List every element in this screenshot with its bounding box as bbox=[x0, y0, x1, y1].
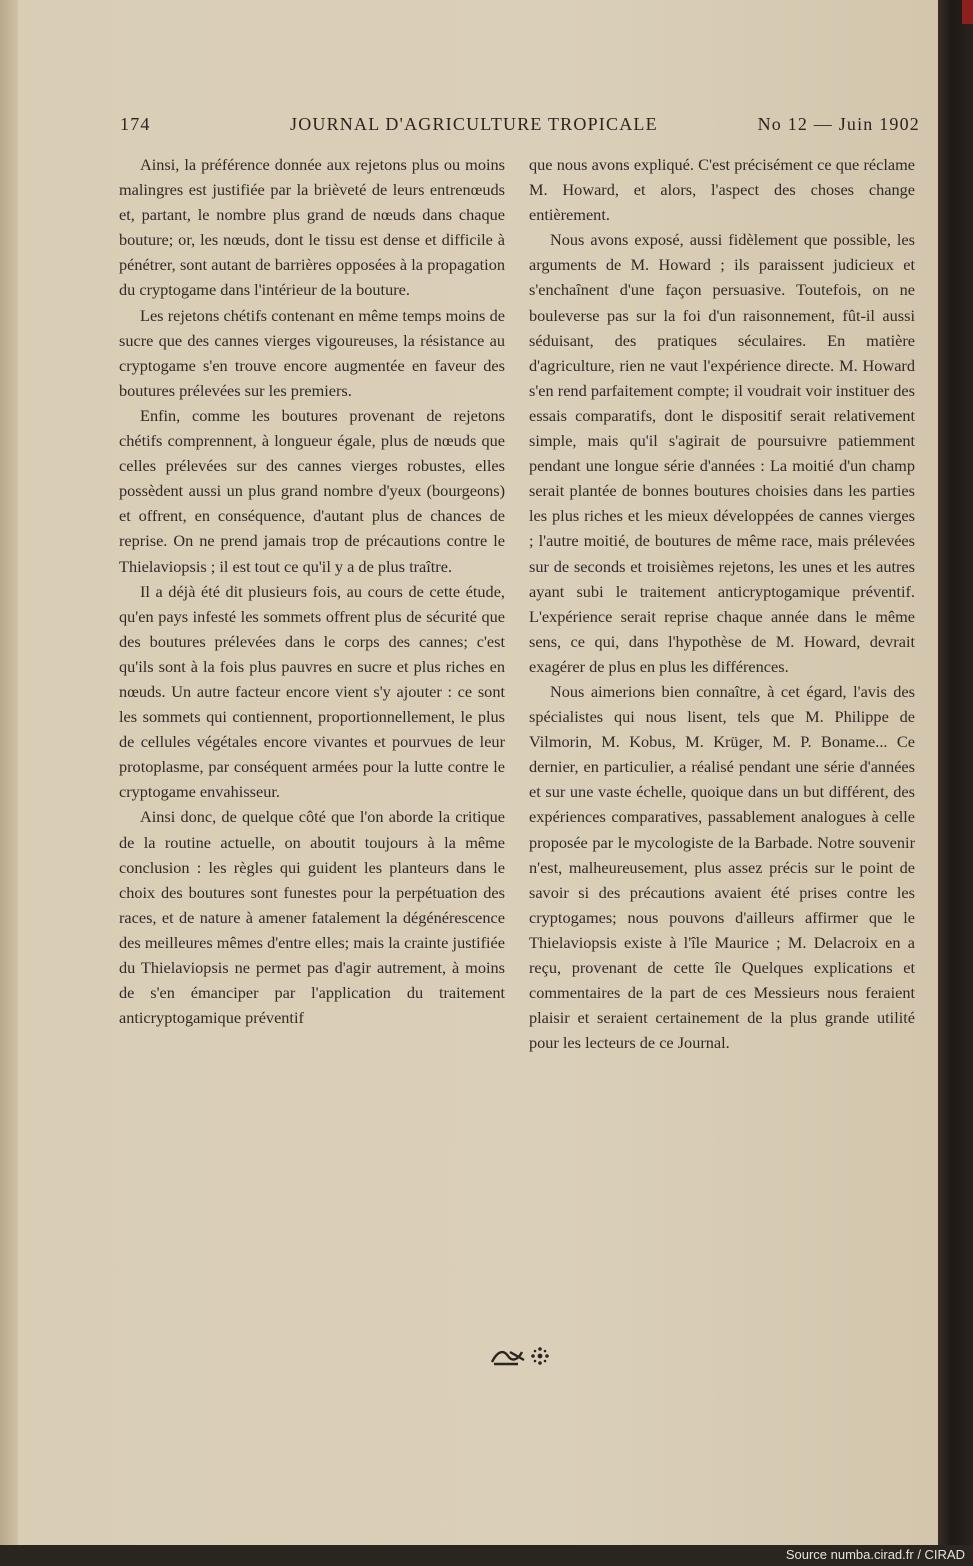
book-binding bbox=[938, 0, 973, 1545]
running-header bbox=[120, 114, 920, 142]
paragraph: Ainsi donc, de quelque côté que l'on aborde la critique de la routine actuelle, on aboutit toujours à la même conclusion : les règles qui guident les planteurs dans le choix des boutures sont funestes pour la perpétuation des races, et de nature à amener fatalement la dégénérescence des meilleures mêmes d'entre elles; mais la crainte justifiée du Thielaviopsis ne permet pas d'agir autrement, à moins de s'en émanciper par l'application du traitement anticryptogamique préventif bbox=[119, 807, 505, 1028]
end-ornament-icon bbox=[488, 1340, 558, 1370]
right-column bbox=[529, 152, 915, 1055]
page-edge bbox=[0, 0, 18, 1545]
paragraph: que nous avons expliqué. C'est précisément ce que réclame M. Howard, et alors, l'aspect des choses change entièrement. bbox=[529, 155, 915, 225]
source-credit: Source numba.cirad.fr / CIRAD bbox=[785, 1547, 965, 1562]
issue-date: No 12 — Juin 1902 bbox=[757, 114, 920, 134]
paragraph: Il a déjà été dit plusieurs fois, au cours de cette étude, qu'en pays infesté les sommets offrent plus de sécurité que des boutures prélevées dans le corps des cannes; c'est qu'ils sont à la fois plus pauvres en sucre et plus riches en nœuds. Un autre facteur encore vient s'y ajouter : ce sont les sommets qui contiennent, proportionnellement, le plus de cellules végétales encore vivantes et pourvues de leur protoplasme, par conséquent armées pour la lutte contre le cryptogame envahisseur. bbox=[119, 581, 505, 802]
binding-ribbon bbox=[962, 0, 973, 24]
page-number: 174 bbox=[120, 114, 151, 134]
paragraph: Nous aimerions bien connaître, à cet égard, l'avis des spécialistes qui nous lisent, tels que M. Philippe de Vilmorin, M. Kobus, M. Krüger, M. P. Boname... Ce dernier, en particulier, a réalisé pendant une série d'années et sur une vaste échelle, quoique dans un but différent, des expériences comparatives, passablement analogues à celle proposée par le mycologiste de la Barbade. Notre souvenir n'est, malheureusement, plus assez précis sur le point de savoir si des précautions avaient été prises contre les cryptogames; nous pouvons d'ailleurs affirmer que le Thielaviopsis existe à l'île Maurice ; M. Delacroix en a reçu, provenant de cette île Quelques explications et commentaires de la part de ces Messieurs nous feraient plaisir et seraient certainement de la plus grande utilité pour les lecteurs de ce Journal. bbox=[529, 681, 915, 1053]
paragraph: Les rejetons chétifs contenant en même temps moins de sucre que des cannes vierges vigoureuses, la résistance au cryptogame s'en trouve encore augmentée en faveur des boutures prélevées sur les premiers. bbox=[119, 305, 505, 400]
left-column bbox=[119, 152, 505, 1030]
journal-title: JOURNAL D'AGRICULTURE TROPICALE bbox=[290, 114, 658, 134]
paragraph: Enfin, comme les boutures provenant de rejetons chétifs comprennent, à longueur égale, plus de nœuds que celles prélevées sur des cannes vierges robustes, elles possèdent aussi un plus grand nombre d'yeux (bourgeons) et offrent, en conséquence, d'autant plus de chances de reprise. On ne prend jamais trop de précautions contre le Thielaviopsis ; il est tout ce qu'il y a de plus traître. bbox=[119, 405, 505, 576]
paragraph: Ainsi, la préférence donnée aux rejetons plus ou moins malingres est justifiée par la brièveté de leurs entrenœuds et, partant, le nombre plus grand de nœuds dans chaque bouture; or, les nœuds, dont le tissu est dense et difficile à pénétrer, sont autant de barrières opposées à la propagation du cryptogame dans l'intérieur de la bouture. bbox=[119, 155, 505, 300]
paragraph: Nous avons exposé, aussi fidèlement que possible, les arguments de M. Howard ; ils paraissent judicieux et s'enchaînent d'une façon persuasive. Toutefois, on ne bouleverse pas sur la foi d'un raisonnement, fût-il aussi séduisant, des pratiques séculaires. En matière d'agriculture, rien ne vaut l'expérience directe. M. Howard s'en rend parfaitement compte; il voudrait voir instituer des essais comparatifs, dont le dispositif serait relativement simple, mais qu'il s'agirait de poursuivre patiemment pendant une longue série d'années : La moitié d'un champ serait plantée de bonnes boutures choisies dans les parties les plus riches et les mieux développées de cannes vierges ; l'autre moitié, de boutures de même race, mais prélevées sur de seconds et troisièmes rejetons, les unes et les autres ayant subi le traitement anticryptogamique préventif. L'expérience serait reprise chaque année dans le même sens, ce qui, dans l'hypothèse de M. Howard, devrait exagérer de plus en plus les différences. bbox=[529, 230, 915, 676]
